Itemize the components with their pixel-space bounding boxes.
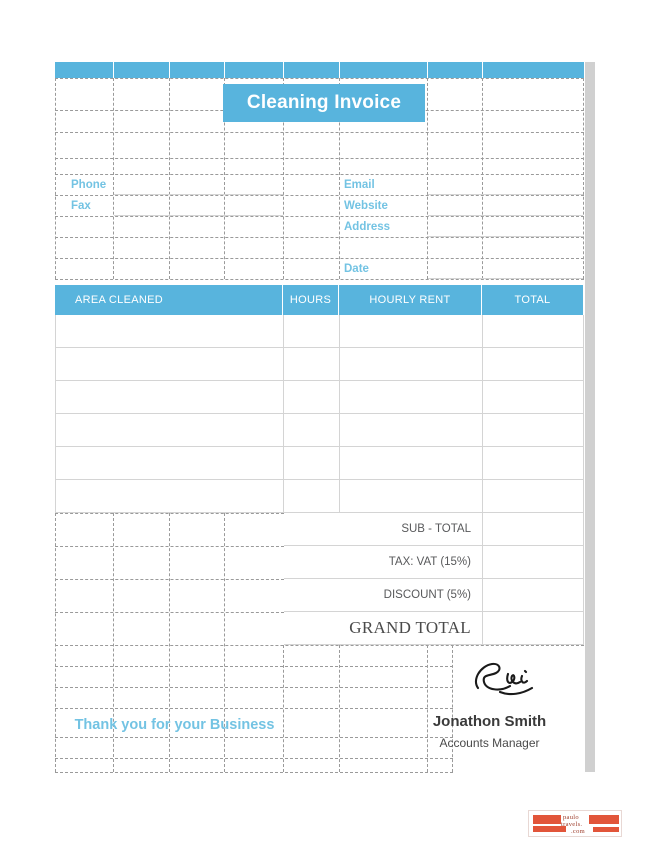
logo-bar-left-top [533,815,561,824]
header-band-cell [55,62,113,78]
total-label-tax-vat: TAX: VAT (15%) [284,546,483,579]
grid-line [55,78,56,279]
items-table-header [55,285,584,315]
grid-line [55,78,584,79]
grid-line [55,687,453,688]
table-row[interactable] [284,381,340,414]
grid-line [55,237,584,238]
logo-text-line2: travels. [561,821,583,828]
grid-line [55,132,584,133]
website-value-field[interactable] [428,195,583,216]
table-row[interactable] [340,381,483,414]
invoice-sheet [55,62,595,772]
column-header-hourly-rent[interactable]: HOURLY RENT [339,285,482,315]
signature-mark-icon [470,658,540,700]
thank-you-note: Thank you for your Business [74,717,275,733]
table-row[interactable] [55,414,284,447]
total-label-sub-total: SUB - TOTAL [284,513,483,546]
grid-line [55,737,453,738]
grid-line [452,645,453,772]
table-row[interactable] [340,447,483,480]
website-label: Website [344,199,388,212]
header-band-cell [340,62,427,78]
address-value-field[interactable] [428,216,583,237]
address-label: Address [344,220,391,233]
total-value-grand-total[interactable] [483,612,584,645]
table-row[interactable] [55,447,284,480]
fax-value-field[interactable] [114,195,283,216]
table-row[interactable] [55,348,284,381]
table-row[interactable] [340,480,483,513]
table-row[interactable] [483,447,584,480]
total-value-discount[interactable] [483,579,584,612]
table-row[interactable] [284,447,340,480]
header-band-cell [225,62,283,78]
column-header-total[interactable]: TOTAL [482,285,584,315]
table-row[interactable] [284,315,340,348]
table-row[interactable] [284,348,340,381]
logo-text-line1: paulo [563,814,579,821]
table-row[interactable] [55,315,284,348]
table-row[interactable] [55,381,284,414]
grid-line [55,279,584,280]
grid-line [583,78,584,279]
logo-text-line3: .com [571,828,586,835]
brand-logo [528,810,622,837]
table-row[interactable] [483,348,584,381]
header-band-cell [428,62,482,78]
grid-line [55,158,584,159]
grid-line [55,666,453,667]
page-title: Cleaning Invoice [223,84,425,122]
table-row[interactable] [483,315,584,348]
logo-bar-right-top [589,815,619,824]
total-label-discount: DISCOUNT (5%) [284,579,483,612]
grid-line [55,645,584,646]
logo-bar-right-bottom [593,827,619,832]
grid-line [55,772,453,773]
header-band-cell [284,62,339,78]
table-row[interactable] [340,414,483,447]
grid-line [55,758,453,759]
table-row[interactable] [340,315,483,348]
table-row[interactable] [340,348,483,381]
grid-line [55,513,56,772]
column-header-area-cleaned[interactable]: AREA CLEANED [55,285,283,315]
signature-name: Jonathon Smith [432,712,547,730]
table-row[interactable] [483,480,584,513]
grid-line [55,708,453,709]
table-row[interactable] [483,414,584,447]
fax-label: Fax [71,199,91,212]
phone-label: Phone [71,178,107,191]
column-header-hours[interactable]: HOURS [283,285,339,315]
signature-role: Accounts Manager [439,736,540,750]
table-row[interactable] [284,480,340,513]
grid-line [339,645,340,772]
date-label: Date [344,262,369,275]
total-value-tax-vat[interactable] [483,546,584,579]
phone-value-field[interactable] [114,174,283,195]
date-value-field[interactable] [428,258,583,279]
total-value-sub-total[interactable] [483,513,584,546]
total-label-grand-total: GRAND TOTAL [284,612,483,645]
table-row[interactable] [483,381,584,414]
table-row[interactable] [284,414,340,447]
grid-line [427,645,428,772]
header-band-cell [114,62,169,78]
grid-line [283,645,284,772]
header-band-cell [170,62,224,78]
email-label: Email [344,178,375,191]
vertical-scrollbar[interactable] [585,62,595,772]
header-band-cell [483,62,584,78]
email-value-field[interactable] [428,174,583,195]
table-row[interactable] [55,480,284,513]
